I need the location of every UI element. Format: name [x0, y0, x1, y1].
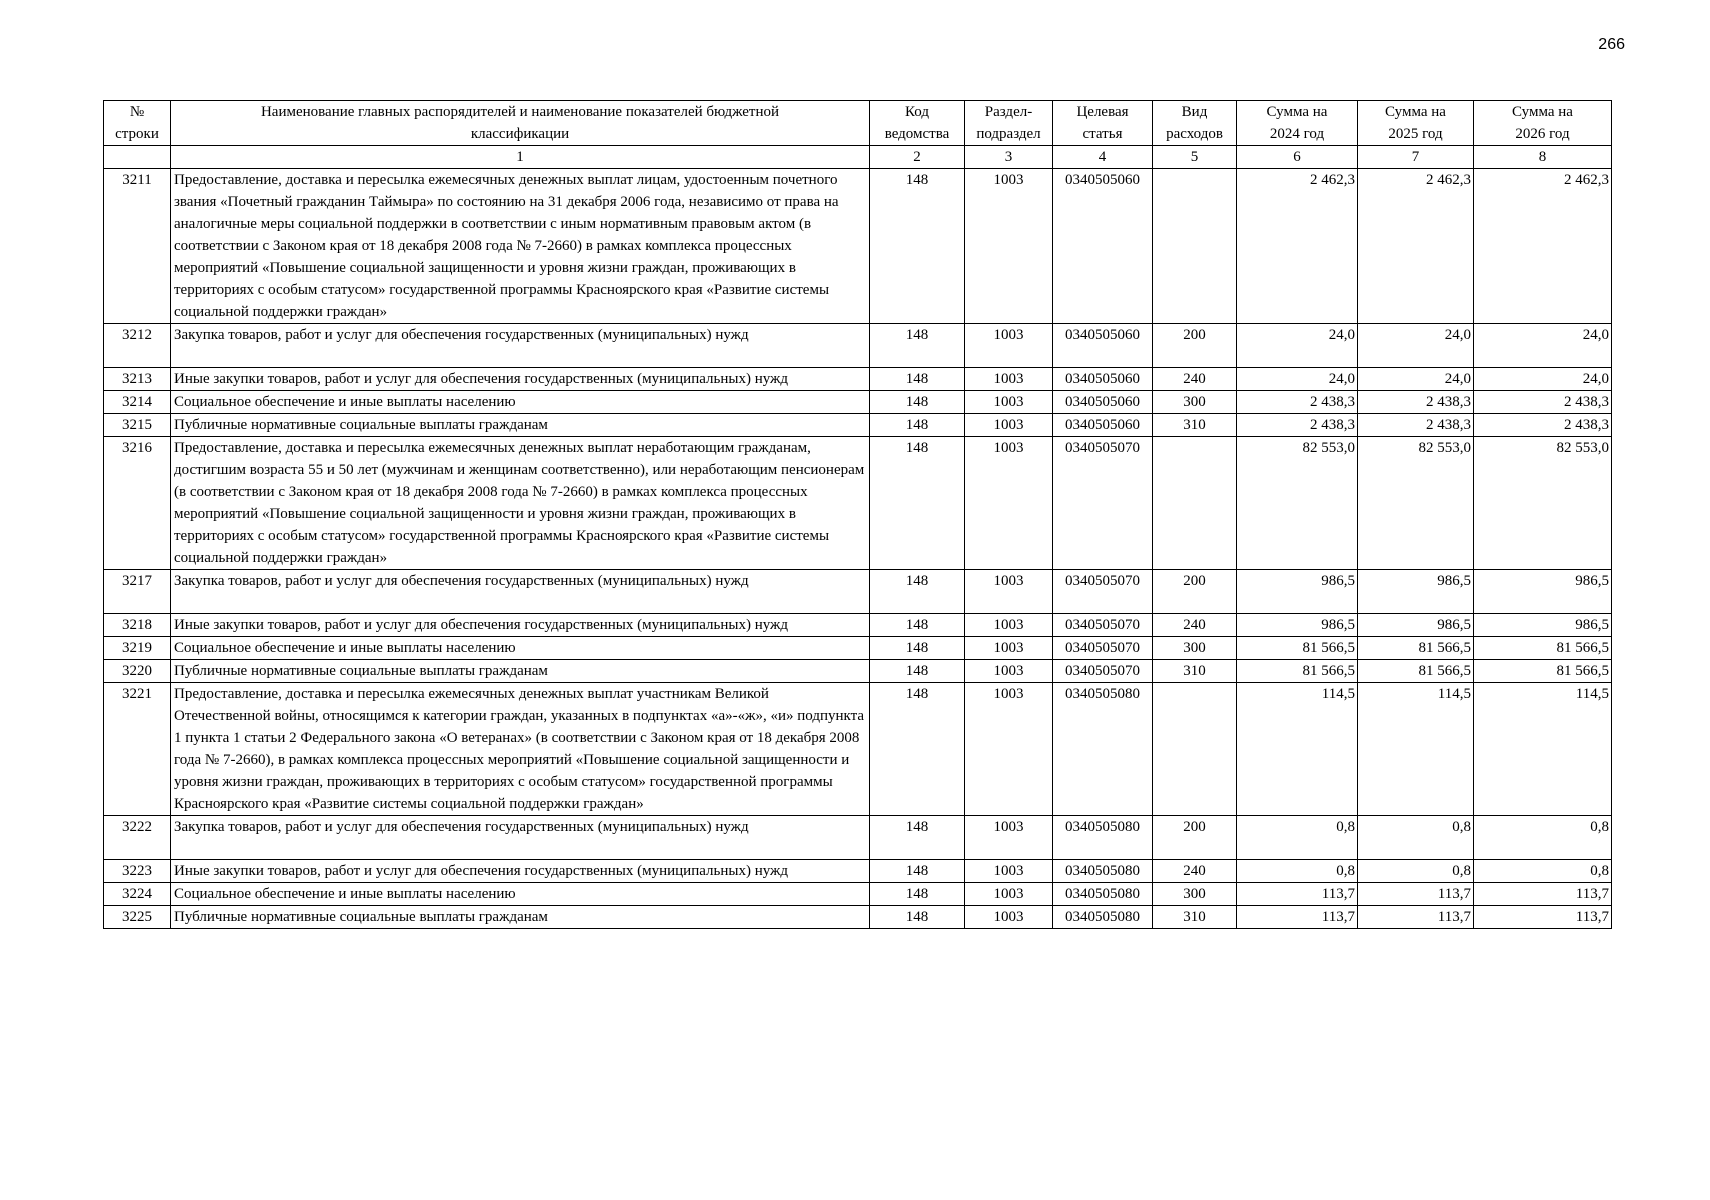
row-name: Иные закупки товаров, работ и услуг для обеспечения государственных (муниципальных) нужд: [171, 860, 870, 883]
row-sum-2024: 114,5: [1237, 683, 1358, 816]
row-sum-2026: 82 553,0: [1474, 437, 1612, 570]
row-section: 1003: [965, 816, 1053, 860]
row-expense-type: 200: [1153, 324, 1237, 368]
table-row: [104, 414, 1612, 437]
row-number: 3218: [104, 614, 171, 637]
row-expense-type: 300: [1153, 391, 1237, 414]
table-header-row: [104, 101, 1612, 146]
column-number: 7: [1358, 146, 1474, 169]
row-dept-code: 148: [870, 883, 965, 906]
row-sum-2026: 2 438,3: [1474, 414, 1612, 437]
row-sum-2024: 0,8: [1237, 860, 1358, 883]
column-number: [104, 146, 171, 169]
column-number: 5: [1153, 146, 1237, 169]
header-dept-code: Код ведомства: [870, 101, 965, 146]
row-expense-type: 200: [1153, 570, 1237, 614]
row-number: 3221: [104, 683, 171, 816]
row-sum-2026: 114,5: [1474, 683, 1612, 816]
row-dept-code: 148: [870, 437, 965, 570]
row-sum-2025: 0,8: [1358, 860, 1474, 883]
row-sum-2026: 986,5: [1474, 570, 1612, 614]
row-dept-code: 148: [870, 368, 965, 391]
row-sum-2025: 24,0: [1358, 368, 1474, 391]
row-expense-type: [1153, 437, 1237, 570]
row-sum-2024: 2 438,3: [1237, 414, 1358, 437]
row-target-article: 0340505070: [1053, 614, 1153, 637]
row-target-article: 0340505060: [1053, 324, 1153, 368]
row-name: Социальное обеспечение и иные выплаты населению: [171, 637, 870, 660]
row-name: Закупка товаров, работ и услуг для обеспечения государственных (муниципальных) нужд: [171, 570, 870, 614]
row-sum-2024: 24,0: [1237, 368, 1358, 391]
row-expense-type: [1153, 683, 1237, 816]
row-name: Публичные нормативные социальные выплаты гражданам: [171, 414, 870, 437]
row-number: 3212: [104, 324, 171, 368]
row-section: 1003: [965, 368, 1053, 391]
row-dept-code: 148: [870, 860, 965, 883]
row-name: Закупка товаров, работ и услуг для обеспечения государственных (муниципальных) нужд: [171, 324, 870, 368]
row-name: Социальное обеспечение и иные выплаты населению: [171, 391, 870, 414]
row-sum-2026: 113,7: [1474, 906, 1612, 929]
row-sum-2026: 986,5: [1474, 614, 1612, 637]
row-name: Иные закупки товаров, работ и услуг для обеспечения государственных (муниципальных) нужд: [171, 614, 870, 637]
row-target-article: 0340505080: [1053, 883, 1153, 906]
row-dept-code: 148: [870, 391, 965, 414]
row-target-article: 0340505060: [1053, 169, 1153, 324]
row-number: 3222: [104, 816, 171, 860]
row-sum-2024: 2 462,3: [1237, 169, 1358, 324]
row-dept-code: 148: [870, 816, 965, 860]
row-target-article: 0340505080: [1053, 860, 1153, 883]
row-sum-2025: 113,7: [1358, 906, 1474, 929]
column-number: 1: [171, 146, 870, 169]
row-sum-2025: 0,8: [1358, 816, 1474, 860]
row-sum-2026: 24,0: [1474, 368, 1612, 391]
row-sum-2024: 113,7: [1237, 906, 1358, 929]
row-dept-code: 148: [870, 906, 965, 929]
row-dept-code: 148: [870, 660, 965, 683]
row-expense-type: 240: [1153, 368, 1237, 391]
header-section: Раздел- подраздел: [965, 101, 1053, 146]
table-row: [104, 437, 1612, 570]
row-section: 1003: [965, 683, 1053, 816]
row-sum-2024: 2 438,3: [1237, 391, 1358, 414]
table-row: [104, 324, 1612, 368]
table-row: [104, 637, 1612, 660]
row-number: 3216: [104, 437, 171, 570]
table-row: [104, 368, 1612, 391]
row-section: 1003: [965, 614, 1053, 637]
header-sum-2025: Сумма на 2025 год: [1358, 101, 1474, 146]
row-target-article: 0340505070: [1053, 637, 1153, 660]
row-name: Публичные нормативные социальные выплаты гражданам: [171, 906, 870, 929]
row-sum-2024: 24,0: [1237, 324, 1358, 368]
column-number: 4: [1053, 146, 1153, 169]
row-section: 1003: [965, 906, 1053, 929]
row-sum-2026: 0,8: [1474, 860, 1612, 883]
column-number: 3: [965, 146, 1053, 169]
row-number: 3219: [104, 637, 171, 660]
row-target-article: 0340505070: [1053, 437, 1153, 570]
table-row: [104, 816, 1612, 860]
row-number: 3215: [104, 414, 171, 437]
row-expense-type: 200: [1153, 816, 1237, 860]
table-row: [104, 570, 1612, 614]
budget-table: [103, 100, 1612, 929]
row-expense-type: 310: [1153, 414, 1237, 437]
row-expense-type: 300: [1153, 637, 1237, 660]
row-target-article: 0340505080: [1053, 683, 1153, 816]
row-sum-2024: 0,8: [1237, 816, 1358, 860]
row-number: 3211: [104, 169, 171, 324]
row-dept-code: 148: [870, 614, 965, 637]
row-section: 1003: [965, 660, 1053, 683]
row-sum-2024: 113,7: [1237, 883, 1358, 906]
row-section: 1003: [965, 169, 1053, 324]
row-sum-2025: 113,7: [1358, 883, 1474, 906]
row-name: Публичные нормативные социальные выплаты гражданам: [171, 660, 870, 683]
row-dept-code: 148: [870, 570, 965, 614]
header-expense-type: Вид расходов: [1153, 101, 1237, 146]
row-dept-code: 148: [870, 683, 965, 816]
table-row: [104, 614, 1612, 637]
header-sum-2024: Сумма на 2024 год: [1237, 101, 1358, 146]
row-expense-type: 240: [1153, 614, 1237, 637]
row-sum-2026: 81 566,5: [1474, 660, 1612, 683]
row-name: Предоставление, доставка и пересылка ежемесячных денежных выплат участникам Великой Отечественной войны, относящимся к категории граждан, указанных в подпунктах «а»-«ж», «и» подпункта 1 пункта 1 статьи 2 Федерального закона «О ветеранах» (в соответствии с Законом края от 18 декабря 2008 года № 7-2660), в рамках комплекса процессных мероприятий «Повышение социальной защищенности и уровня жизни граждан, проживающих в территориях с особым статусом» государственной программы Красноярского края «Развитие системы социальной поддержки граждан»: [171, 683, 870, 816]
row-sum-2026: 24,0: [1474, 324, 1612, 368]
header-target-article: Целевая статья: [1053, 101, 1153, 146]
row-sum-2026: 2 462,3: [1474, 169, 1612, 324]
row-expense-type: 310: [1153, 660, 1237, 683]
row-dept-code: 148: [870, 414, 965, 437]
row-name: Закупка товаров, работ и услуг для обеспечения государственных (муниципальных) нужд: [171, 816, 870, 860]
row-name: Предоставление, доставка и пересылка ежемесячных денежных выплат лицам, удостоенным почетного звания «Почетный гражданин Таймыра» по состоянию на 31 декабря 2006 года, независимо от права на аналогичные меры социальной поддержки в соответствии с иным нормативным правовым актом (в соответствии с Законом края от 18 декабря 2008 года № 7-2660) в рамках комплекса процессных мероприятий «Повышение социальной защищенности и уровня жизни граждан, проживающих в территориях с особым статусом» государственной программы Красноярского края «Развитие системы социальной поддержки граждан»: [171, 169, 870, 324]
row-name: Предоставление, доставка и пересылка ежемесячных денежных выплат неработающим гражданам, достигшим возраста 55 и 50 лет (мужчинам и женщинам соответственно), или неработающим пенсионерам (в соответствии с Законом края от 18 декабря 2008 года № 7-2660) в рамках комплекса процессных мероприятий «Повышение социальной защищенности и уровня жизни граждан, проживающих в территориях с особым статусом» государственной программы Красноярского края «Развитие системы социальной поддержки граждан»: [171, 437, 870, 570]
row-sum-2025: 114,5: [1358, 683, 1474, 816]
row-target-article: 0340505060: [1053, 391, 1153, 414]
row-number: 3224: [104, 883, 171, 906]
row-section: 1003: [965, 437, 1053, 570]
column-number: 2: [870, 146, 965, 169]
row-sum-2025: 2 462,3: [1358, 169, 1474, 324]
row-sum-2026: 2 438,3: [1474, 391, 1612, 414]
header-sum-2026: Сумма на 2026 год: [1474, 101, 1612, 146]
row-number: 3213: [104, 368, 171, 391]
row-number: 3223: [104, 860, 171, 883]
row-dept-code: 148: [870, 169, 965, 324]
table-row: [104, 660, 1612, 683]
row-target-article: 0340505070: [1053, 660, 1153, 683]
row-sum-2025: 986,5: [1358, 614, 1474, 637]
header-name: Наименование главных распорядителей и наименование показателей бюджетной классификации: [171, 101, 870, 146]
column-number: 6: [1237, 146, 1358, 169]
row-target-article: 0340505080: [1053, 906, 1153, 929]
row-section: 1003: [965, 570, 1053, 614]
table-row: [104, 883, 1612, 906]
row-sum-2025: 2 438,3: [1358, 391, 1474, 414]
row-dept-code: 148: [870, 637, 965, 660]
row-target-article: 0340505070: [1053, 570, 1153, 614]
row-sum-2025: 82 553,0: [1358, 437, 1474, 570]
row-target-article: 0340505060: [1053, 414, 1153, 437]
row-expense-type: 240: [1153, 860, 1237, 883]
row-sum-2026: 113,7: [1474, 883, 1612, 906]
row-section: 1003: [965, 391, 1053, 414]
row-number: 3214: [104, 391, 171, 414]
row-expense-type: [1153, 169, 1237, 324]
row-expense-type: 300: [1153, 883, 1237, 906]
table-row: [104, 169, 1612, 324]
row-number: 3225: [104, 906, 171, 929]
row-expense-type: 310: [1153, 906, 1237, 929]
row-section: 1003: [965, 637, 1053, 660]
row-sum-2024: 986,5: [1237, 614, 1358, 637]
row-sum-2024: 81 566,5: [1237, 637, 1358, 660]
row-number: 3217: [104, 570, 171, 614]
row-sum-2025: 986,5: [1358, 570, 1474, 614]
row-section: 1003: [965, 324, 1053, 368]
row-sum-2025: 24,0: [1358, 324, 1474, 368]
page-number: 266: [1598, 36, 1625, 53]
row-sum-2026: 81 566,5: [1474, 637, 1612, 660]
header-row-number: № строки: [104, 101, 171, 146]
row-sum-2024: 81 566,5: [1237, 660, 1358, 683]
row-section: 1003: [965, 883, 1053, 906]
table-row: [104, 391, 1612, 414]
row-sum-2025: 81 566,5: [1358, 660, 1474, 683]
row-name: Иные закупки товаров, работ и услуг для обеспечения государственных (муниципальных) нужд: [171, 368, 870, 391]
row-number: 3220: [104, 660, 171, 683]
row-sum-2024: 986,5: [1237, 570, 1358, 614]
table-row: [104, 683, 1612, 816]
table-row: [104, 860, 1612, 883]
row-name: Социальное обеспечение и иные выплаты населению: [171, 883, 870, 906]
row-target-article: 0340505080: [1053, 816, 1153, 860]
row-sum-2026: 0,8: [1474, 816, 1612, 860]
row-section: 1003: [965, 414, 1053, 437]
row-sum-2024: 82 553,0: [1237, 437, 1358, 570]
row-sum-2025: 81 566,5: [1358, 637, 1474, 660]
row-dept-code: 148: [870, 324, 965, 368]
row-section: 1003: [965, 860, 1053, 883]
row-sum-2025: 2 438,3: [1358, 414, 1474, 437]
table-row: [104, 906, 1612, 929]
column-number-row: [104, 146, 1612, 169]
column-number: 8: [1474, 146, 1612, 169]
row-target-article: 0340505060: [1053, 368, 1153, 391]
